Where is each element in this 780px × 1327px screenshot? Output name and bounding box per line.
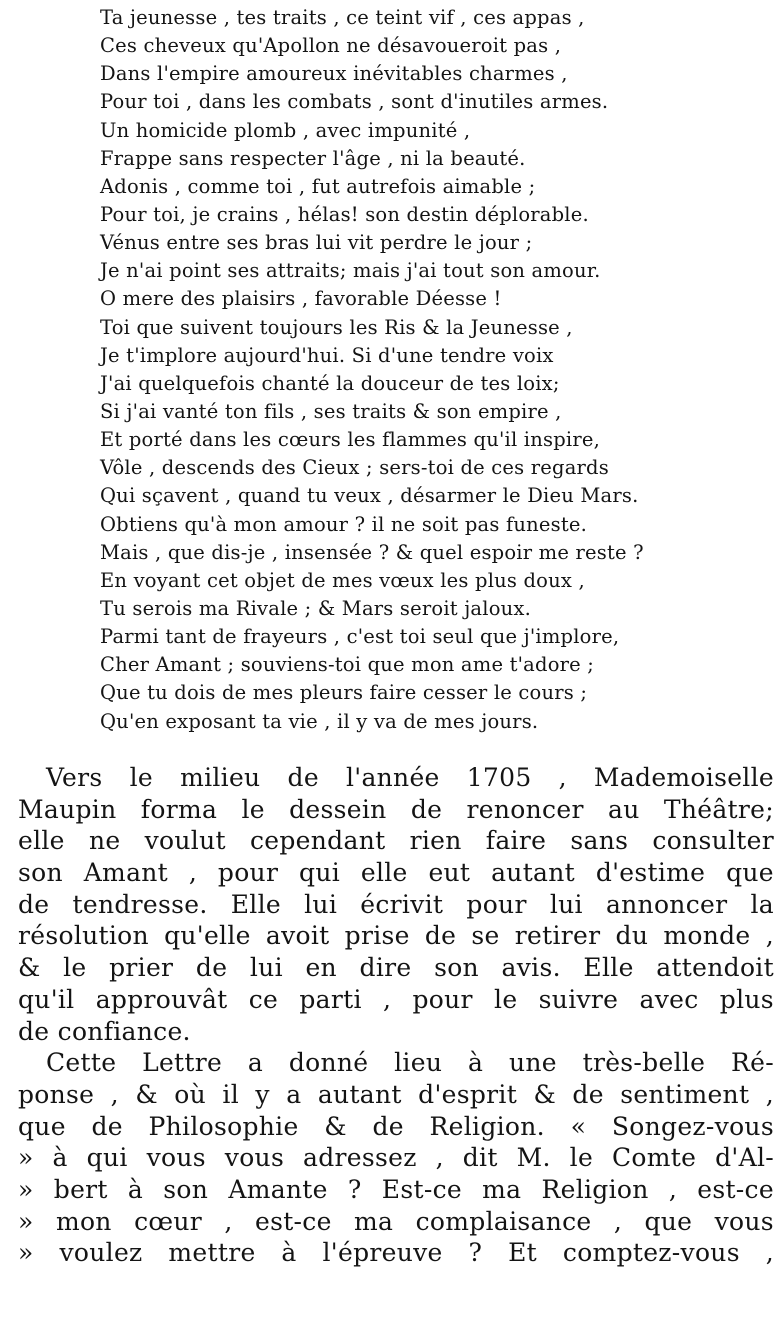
word: le	[129, 763, 153, 792]
word: comptez-vous	[562, 1238, 740, 1268]
poem-line: Tu serois ma Rivale ; & Mars seroit jaloux.	[100, 596, 531, 620]
word: elle	[18, 826, 65, 856]
word: vous	[224, 1143, 285, 1173]
poem-line: Parmi tant de frayeurs , c'est toi seul que j'implore,	[100, 625, 620, 649]
word: voulut	[144, 826, 226, 856]
word: de	[18, 889, 50, 919]
word: ,	[765, 1079, 774, 1109]
poem-line: Frappe sans respecter l'âge , ni la beauté.	[100, 146, 526, 170]
word: Cette	[46, 1048, 117, 1078]
word: son	[163, 1174, 209, 1204]
word: en	[305, 953, 337, 983]
poem-line: Qui sçavent , quand tu veux , désarmer le Dieu Mars.	[100, 484, 639, 508]
word: qui	[86, 1143, 128, 1173]
word: a	[286, 1079, 302, 1109]
poem-line: Cher Amant ; souviens-toi que mon ame t'adore ;	[100, 653, 595, 677]
word: ?	[347, 1174, 362, 1204]
word: qu'elle	[164, 921, 251, 951]
word: lui	[249, 953, 283, 983]
word: Religion.	[429, 1111, 545, 1141]
word: retirer	[514, 921, 601, 951]
word: &	[135, 1079, 158, 1109]
word: rien	[409, 826, 462, 856]
word: ,	[765, 921, 774, 951]
word: Et	[508, 1238, 538, 1268]
word: une	[508, 1048, 557, 1078]
word: de	[195, 953, 228, 983]
word: Mademoiselle	[593, 763, 774, 792]
poem-line: Je n'ai point ses attraits; mais j'ai tout son amour.	[100, 259, 601, 283]
paragraph-1-line	[18, 952, 774, 984]
poem-line: Et porté dans les cœurs les flammes qu'il inspire,	[100, 428, 600, 452]
word: vous	[714, 1206, 774, 1236]
word: est-ce	[254, 1206, 332, 1236]
word: qu'il	[18, 984, 75, 1014]
word: ,	[188, 858, 198, 888]
poem-line: Obtiens qu'à mon amour ? il ne soit pas funeste.	[100, 512, 588, 536]
word: 1705	[466, 763, 532, 792]
word: vous	[146, 1143, 206, 1173]
word: le	[241, 794, 265, 824]
word: pour	[217, 858, 279, 888]
word: a	[247, 1048, 264, 1078]
word: mettre	[168, 1238, 256, 1268]
word: prise	[344, 921, 410, 951]
word: »	[18, 1174, 34, 1204]
word: d'Al-	[715, 1143, 774, 1173]
poem-line: Adonis , comme toi , fut autrefois aimable ;	[100, 174, 536, 198]
poem-line: Si j'ai vanté ton fils , ses traits & son empire ,	[100, 399, 562, 423]
word: ma	[354, 1206, 394, 1236]
word: sans	[570, 826, 629, 856]
poem-line: Dans l'empire amoureux inévitables charmes ,	[100, 62, 568, 86]
word: Amante	[228, 1174, 328, 1204]
word: avoit	[265, 921, 330, 951]
word: que	[18, 1111, 66, 1141]
word: ,	[435, 1143, 444, 1173]
word: Amant	[83, 858, 169, 888]
word: Elle	[230, 889, 281, 919]
word: à	[467, 1048, 484, 1078]
word: Théâtre;	[663, 794, 774, 824]
word: de	[372, 1111, 404, 1141]
paragraph-1-line	[18, 984, 774, 1016]
poem-line: Un homicide plomb , avec impunité ,	[100, 118, 471, 142]
word: tendresse.	[72, 889, 208, 919]
poem-line: Que tu dois de mes pleurs faire cesser le cours ;	[100, 681, 588, 705]
word: écrivit	[360, 889, 444, 919]
prose-block	[18, 762, 774, 1269]
word: pour	[466, 889, 527, 919]
paragraph-1-line	[18, 920, 774, 952]
word: ,	[383, 984, 392, 1014]
paragraph-1-line	[18, 794, 774, 826]
word: ma	[482, 1174, 522, 1204]
word: dit	[462, 1143, 498, 1173]
word: adressez	[303, 1143, 417, 1173]
word: monde	[663, 921, 751, 951]
word: à	[281, 1238, 297, 1268]
poem-line: Qu'en exposant ta vie , il y va de mes jours.	[100, 709, 539, 733]
poem-line: Je t'implore aujourd'hui. Si d'une tendre voix	[100, 343, 554, 367]
word: son	[434, 953, 479, 983]
word: que	[644, 1206, 693, 1236]
word: ,	[668, 1174, 678, 1204]
paragraph-2-line	[18, 1174, 774, 1206]
paragraph-2-line	[18, 1047, 774, 1079]
word: ,	[558, 763, 567, 792]
word: résolution	[18, 921, 149, 951]
paragraph-2-line	[18, 1142, 774, 1174]
word: &	[533, 1079, 556, 1109]
word: &	[18, 953, 41, 983]
word: que	[726, 858, 774, 888]
word: son	[18, 858, 63, 888]
word: se	[471, 921, 500, 951]
word: ce	[248, 984, 279, 1014]
word: complaisance	[415, 1206, 592, 1236]
poem-line: Vénus entre ses bras lui vit perdre le jour ;	[100, 231, 533, 255]
poem-line: Mais , que dis-je , insensée ? & quel espoir me reste ?	[100, 540, 644, 564]
word: mon	[55, 1206, 112, 1236]
word: est-ce	[697, 1174, 774, 1204]
word: ne	[88, 826, 121, 856]
word: »	[18, 1206, 34, 1236]
word: lui	[549, 889, 583, 919]
word: d'estime	[595, 858, 706, 888]
word: Ré-	[731, 1048, 774, 1078]
word: avec	[639, 984, 699, 1014]
word: de	[91, 1111, 123, 1141]
word: autant	[491, 858, 575, 888]
poem-line: Vôle , descends des Cieux ; sers-toi de ces regards	[100, 456, 609, 480]
word: bert	[53, 1174, 108, 1204]
word: donné	[288, 1048, 369, 1078]
word: le	[569, 1143, 594, 1173]
word: pour	[412, 984, 473, 1014]
paragraph-2-line	[18, 1111, 774, 1143]
word: y	[255, 1079, 270, 1109]
word: annoncer	[605, 889, 728, 919]
word: Maupin	[18, 794, 117, 824]
word: «	[570, 1111, 587, 1141]
word: sentiment	[620, 1079, 750, 1109]
poem-line: Ces cheveux qu'Apollon ne désavoueroit pas ,	[100, 34, 562, 58]
paragraph-1-line	[18, 889, 774, 921]
word: le	[494, 984, 518, 1014]
word: consulter	[652, 826, 774, 856]
paragraph-1-line	[18, 762, 774, 794]
poem-line: En voyant cet objet de mes vœux les plus doux ,	[100, 568, 585, 592]
word: à	[52, 1143, 68, 1173]
word: autant	[317, 1079, 402, 1109]
poem-line: Pour toi, je crains , hélas! son destin déplorable.	[100, 202, 589, 226]
poem-block	[100, 4, 770, 736]
word: ,	[613, 1206, 623, 1236]
word: Comte	[611, 1143, 697, 1173]
word: l'année	[345, 763, 440, 792]
word: ,	[224, 1206, 233, 1236]
word: prier	[109, 953, 174, 983]
word: M.	[516, 1143, 551, 1173]
word: »	[18, 1238, 34, 1268]
word: dessein	[289, 794, 387, 824]
word: milieu	[180, 763, 261, 792]
word: il	[222, 1079, 240, 1109]
word: du	[615, 921, 649, 951]
word: de	[410, 794, 443, 824]
word: Est-ce	[381, 1174, 462, 1204]
word: au	[607, 794, 640, 824]
word: Philosophie	[148, 1111, 299, 1141]
word: ?	[468, 1238, 483, 1268]
word: de	[424, 921, 457, 951]
word: le	[63, 953, 87, 983]
word: Religion	[541, 1174, 649, 1204]
word: avis.	[501, 953, 561, 983]
poem-line: Ta jeunesse , tes traits , ce teint vif , ces appas ,	[100, 6, 585, 29]
word: renoncer	[466, 794, 584, 824]
word: de	[572, 1079, 604, 1109]
word: lieu	[394, 1048, 443, 1078]
word: eut	[428, 858, 471, 888]
word: Songez-vous	[611, 1111, 774, 1141]
word: de	[287, 763, 319, 792]
poem-line: Pour toi , dans les combats , sont d'inutiles armes.	[100, 90, 609, 114]
word: lui	[304, 889, 338, 919]
paragraph-1-line	[18, 825, 774, 857]
word: elle	[360, 858, 408, 888]
word: cœur	[134, 1206, 203, 1236]
word: à	[127, 1174, 144, 1204]
word: &	[324, 1111, 347, 1141]
word: cependant	[249, 826, 386, 856]
poem-line: O mere des plaisirs , favorable Déesse !	[100, 287, 502, 311]
word: approuvât	[95, 984, 228, 1014]
word: la	[750, 889, 774, 919]
word: où	[174, 1079, 207, 1109]
paragraph-2-line	[18, 1079, 774, 1111]
paragraph-2-line	[18, 1237, 774, 1269]
word: plus	[719, 984, 774, 1014]
paragraph-2-line	[18, 1206, 774, 1238]
word: Lettre	[142, 1048, 223, 1078]
word: Elle	[583, 953, 634, 983]
word: très-belle	[582, 1048, 706, 1078]
poem-line: J'ai quelquefois chanté la douceur de tes loix;	[100, 371, 560, 395]
word: attendoit	[656, 953, 774, 983]
word: qui	[299, 858, 341, 888]
word: faire	[485, 826, 547, 856]
word: ,	[110, 1079, 119, 1109]
word: dire	[359, 953, 412, 983]
word: l'épreuve	[322, 1238, 443, 1268]
word: forma	[140, 794, 218, 824]
word: ponse	[18, 1079, 95, 1109]
word: suivre	[538, 984, 619, 1014]
paragraph-1-line	[18, 857, 774, 889]
word: »	[18, 1143, 34, 1173]
poem-line: Toi que suivent toujours les Ris & la Jeunesse ,	[100, 315, 573, 339]
word: voulez	[59, 1238, 143, 1268]
word: ,	[765, 1238, 774, 1268]
word: Vers	[46, 763, 103, 792]
word: parti	[299, 984, 362, 1014]
paragraph-1-line: de confiance.	[18, 1016, 191, 1046]
word: d'esprit	[418, 1079, 518, 1109]
